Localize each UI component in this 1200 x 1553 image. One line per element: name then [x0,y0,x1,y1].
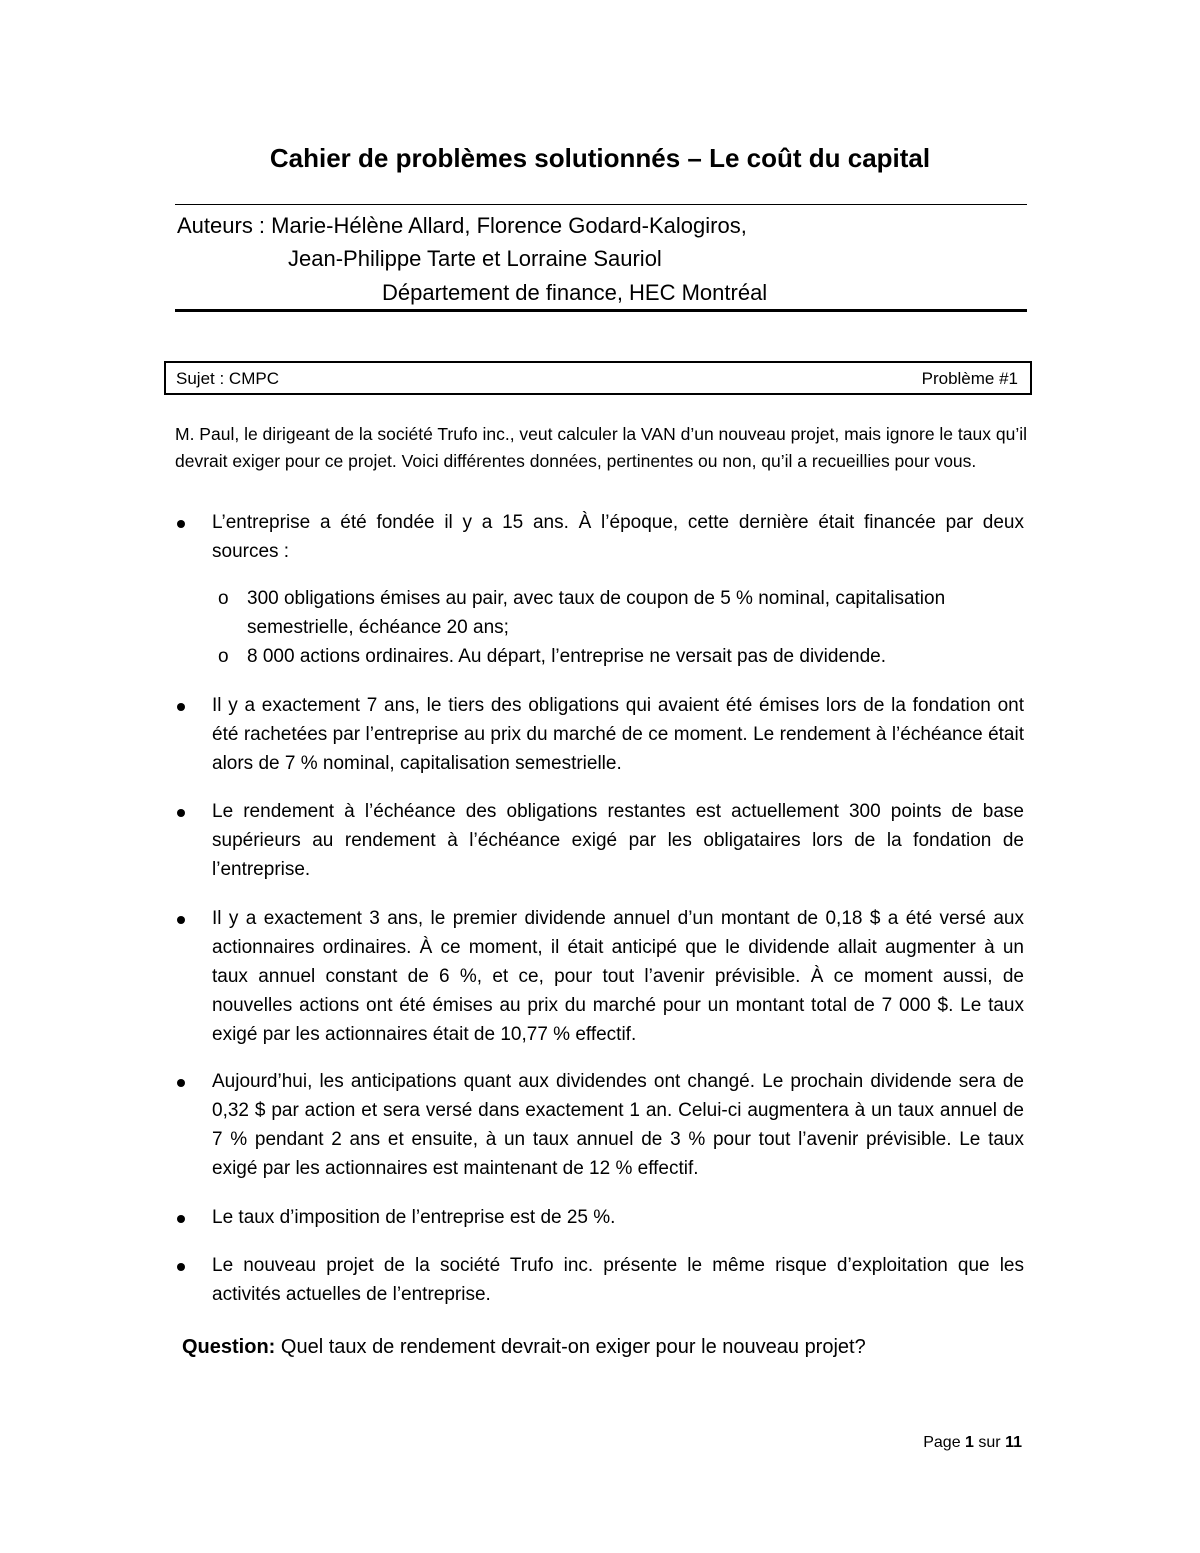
list-item-text: Le rendement à l’échéance des obligations restantes est actuellement 300 points de base supérieurs au rendement à l’échéance exigé par les obligataires lors de la fondation de l’entreprise. [212,801,1024,880]
intro-paragraph: M. Paul, le dirigeant de la société Trufo inc., veut calculer la VAN d’un nouveau projet, mais ignore le taux qu’il devrait exiger pour ce projet. Voici différentes données, pertinentes ou non, qu’il a recueillies pour vous. [175,424,1027,471]
list-item-text: Aujourd’hui, les anticipations quant aux dividendes ont changé. Le prochain dividende sera de 0,32 $ par action et sera versé dans exactement 1 an. Celui-ci augmentera à un taux annuel de 7 % pendant 2 ans et ensuite, à un taux annuel de 3 % pour tout l’avenir prévisible. Le taux exigé par les actionnaires est maintenant de 12 % effectif. [212,1071,1024,1179]
question [182,1336,866,1359]
subject-label: Sujet : CMPC [176,369,279,388]
authors-line-1: Auteurs : Marie-Hélène Allard, Florence Godard-Kalogiros, [177,213,747,238]
page-word: Page [923,1434,966,1451]
list-item-text: Le nouveau projet de la société Trufo inc. présente le même risque d’exploitation que les activités actuelles de l’entreprise. [212,1255,1024,1305]
list-item-text: Il y a exactement 7 ans, le tiers des obligations qui avaient été émises lors de la fondation ont été rachetées par l’entreprise au prix du marché de ce moment. Le rendement à l’échéance était alors de 7 % nominal, capitalisation semestrielle. [212,695,1024,774]
sub-bullet-icon: o [218,588,229,609]
authors-divider [175,309,1027,312]
page-number: 1 [965,1434,974,1451]
problem-number: Problème #1 [921,369,1018,388]
sub-list-item-text: 300 obligations émises au pair, avec taux de coupon de 5 % nominal, capitalisation semestrielle, échéance 20 ans; [247,588,946,638]
bullet-icon [177,1215,185,1223]
of-word: sur [973,1434,1006,1451]
title-divider [175,204,1027,205]
question-text: Quel taux de rendement devrait-on exiger pour le nouveau projet? [275,1336,866,1358]
bullet-icon [177,1079,185,1087]
bullet-icon [177,703,185,711]
page-total: 11 [1005,1434,1022,1451]
document-title: Cahier de problèmes solutionnés – Le coût du capital [269,143,931,173]
sub-list-item-text: 8 000 actions ordinaires. Au départ, l’entreprise ne versait pas de dividende. [247,646,887,667]
sub-bullet-icon: o [218,646,229,667]
bullet-icon [177,809,185,817]
list-item-text: L’entreprise a été fondée il y a 15 ans. À l’époque, cette dernière était financée par deux sources : [212,512,1024,562]
authors-line-2: Jean-Philippe Tarte et Lorraine Sauriol [288,246,662,271]
question-label: Question: [182,1336,276,1358]
list-item-text: Le taux d’imposition de l’entreprise est de 25 %. [212,1207,616,1228]
department-line: Département de finance, HEC Montréal [382,280,768,305]
bullet-icon [177,916,185,924]
subject-box [164,361,1032,395]
bullet-icon [177,520,185,528]
page-footer [923,1434,1022,1452]
list-item-text: Il y a exactement 3 ans, le premier dividende annuel d’un montant de 0,18 $ a été versé aux actionnaires ordinaires. À ce moment, il était anticipé que le dividende allait augmenter à un taux annuel constant de 6 %, et ce, pour tout l’avenir prévisible. À ce moment aussi, de nouvelles actions ont été émises au prix du marché pour un montant total de 7 000 $. Le taux exigé par les actionnaires était de 10,77 % effectif. [212,908,1024,1045]
bullet-icon [177,1263,185,1271]
